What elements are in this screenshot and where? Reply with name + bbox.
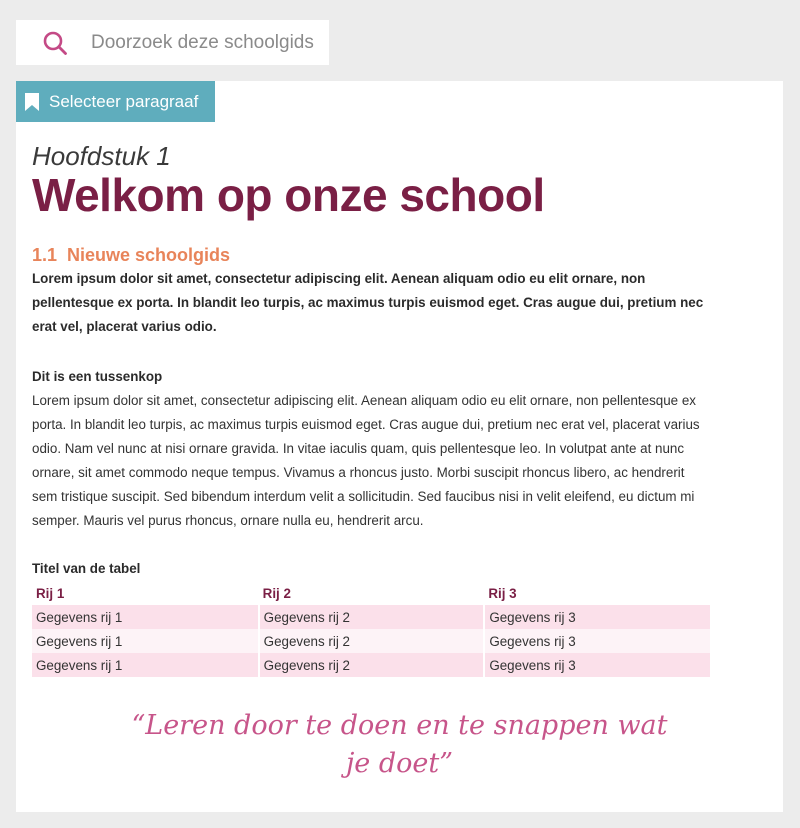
quote-line: je doet” (345, 748, 454, 779)
section-number: 1.1 (32, 245, 58, 265)
table-row (32, 653, 711, 677)
table-row (32, 629, 711, 653)
table-cell: Gegevens rij 1 (32, 629, 259, 653)
table-cell: Gegevens rij 2 (259, 629, 485, 653)
table-cell: Gegevens rij 2 (259, 653, 485, 677)
table-cell: Gegevens rij 3 (484, 605, 711, 629)
table-cell: Gegevens rij 1 (32, 605, 259, 629)
search-bar[interactable] (16, 20, 329, 65)
table-cell: Gegevens rij 1 (32, 653, 259, 677)
table-header-cell: Rij 3 (488, 585, 517, 601)
table-row (32, 605, 711, 629)
section-heading (32, 243, 712, 267)
body-paragraph: Lorem ipsum dolor sit amet, consectetur adipiscing elit. Aenean aliquam odio eu elit ornare, non pellentesque ex porta. In blandit leo turpis, ac maximus turpis euismod eget. Cras augue dui, pretium nec erat vel, placerat varius odio. Nam vel nunc at nisi ornare gravida. In vitae iaculis quam, quis pellentesque leo. In volutpat ante at nunc ornare, sit amet commodo neque tempus. Vivamus a rhoncus justo. Morbi suscipit rhoncus libero, ac hendrerit sem tristique suscipit. Sed bibendum interdum velit a sollicitudin. Sed faucibus nisi in velit eleifend, eu dictum mi semper. Mauris vel purus rhoncus, ornare nulla eu, hendrerit arcu. (32, 393, 700, 528)
quote (16, 707, 783, 783)
table-cell: Gegevens rij 3 (484, 629, 711, 653)
table-title: Titel van de tabel (32, 561, 141, 576)
lead-paragraph: Lorem ipsum dolor sit amet, consectetur adipiscing elit. Aenean aliquam odio eu elit ornare, non pellentesque ex porta. In blandit leo turpis, ac maximus turpis euismod eget. Cras augue dui, pretium nec erat vel, placerat varius odio. (32, 271, 704, 334)
chapter-label: Hoofdstuk 1 (32, 141, 171, 171)
bookmark-icon (25, 93, 39, 111)
content-card (16, 81, 783, 812)
subheading: Dit is een tussenkop (32, 369, 163, 384)
table-cell: Gegevens rij 3 (484, 653, 711, 677)
data-table (32, 581, 712, 677)
table-header-row (32, 581, 711, 605)
chapter-content (32, 141, 712, 677)
search-icon[interactable] (43, 31, 67, 55)
table-header-cell: Rij 1 (36, 585, 65, 601)
quote-line: “Leren door te doen en te snappen wat (131, 710, 668, 741)
section-title: Nieuwe schoolgids (67, 245, 231, 265)
page-title: Welkom op onze school (32, 169, 545, 221)
select-paragraph-label: Selecteer paragraaf (49, 91, 199, 111)
table-header-cell: Rij 2 (262, 585, 291, 601)
table-cell: Gegevens rij 2 (259, 605, 485, 629)
search-input[interactable] (91, 32, 331, 54)
select-paragraph-button[interactable] (16, 81, 215, 122)
